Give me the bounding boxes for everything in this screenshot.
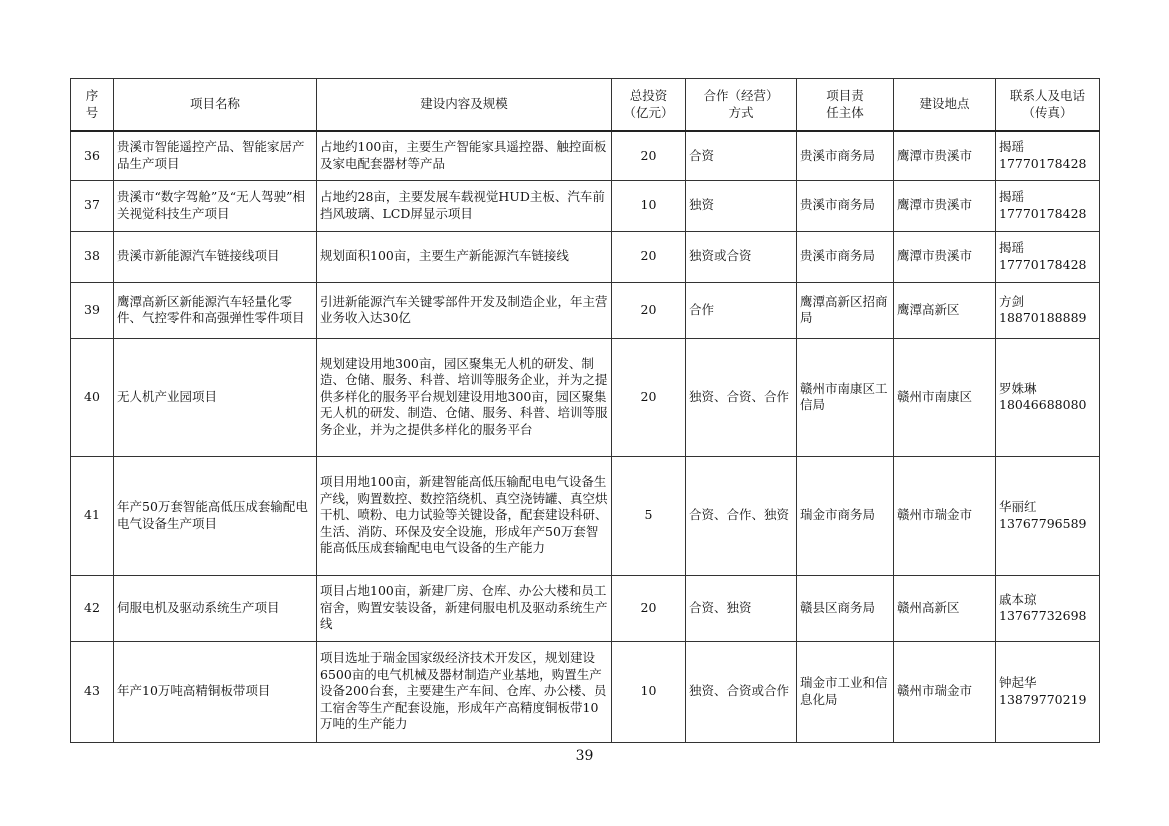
row-owner: 贵溪市商务局: [797, 131, 894, 180]
row-content: 占地约28亩，主要发展车载视觉HUD主板、汽车前挡风玻璃、LCD屏显示项目: [317, 180, 612, 231]
row-location: 鹰潭市贵溪市: [894, 131, 996, 180]
table-row: [71, 131, 1100, 180]
row-location: 鹰潭市贵溪市: [894, 231, 996, 282]
header-location: 建设地点: [894, 79, 996, 132]
row-investment: 20: [612, 575, 686, 641]
row-investment: 20: [612, 282, 686, 338]
row-mode: 合资、独资: [686, 575, 797, 641]
page-number: 39: [575, 748, 594, 764]
row-content: 项目用地100亩，新建智能高低压输配电电气设备生产线，购置数控、数控箔绕机、真空浇铸罐、真空烘干机、喷粉、电力试验等关键设备，配套建设科研、生活、消防、环保及安全设施，形成年产50万套智能高低压成套输配电电气设备的生产能力: [317, 456, 612, 575]
table-row: [71, 641, 1100, 742]
row-mode: 独资: [686, 180, 797, 231]
row-owner: 贵溪市商务局: [797, 231, 894, 282]
row-content: 项目选址于瑞金国家级经济技术开发区，规划建设6500亩的电气机械及器材制造产业基地，购置生产设备200台套，主要建生产车间、仓库、办公楼、员工宿舍等生产配套设施，形成年产高精度铜板带10万吨的生产能力: [317, 641, 612, 742]
header-project-name: 项目名称: [114, 79, 317, 132]
row-location: 赣州市瑞金市: [894, 641, 996, 742]
header-responsible-entity: 项目责 任主体: [797, 79, 894, 132]
row-no: 40: [71, 338, 114, 456]
row-location: 赣州市南康区: [894, 338, 996, 456]
row-mode: 合资: [686, 131, 797, 180]
table-row: [71, 180, 1100, 231]
row-contact: 揭瑶 17770178428: [996, 231, 1100, 282]
row-no: 43: [71, 641, 114, 742]
row-contact: 揭瑶 17770178428: [996, 180, 1100, 231]
row-no: 36: [71, 131, 114, 180]
row-project-name: 鹰潭高新区新能源汽车轻量化零件、气控零件和高强弹性零件项目: [114, 282, 317, 338]
row-no: 41: [71, 456, 114, 575]
header-content-scale: 建设内容及规模: [317, 79, 612, 132]
row-content: 规划面积100亩，主要生产新能源汽车链接线: [317, 231, 612, 282]
header-row: [71, 79, 1100, 132]
row-investment: 20: [612, 231, 686, 282]
row-mode: 独资、合资、合作: [686, 338, 797, 456]
row-investment: 10: [612, 641, 686, 742]
row-project-name: 伺服电机及驱动系统生产项目: [114, 575, 317, 641]
row-owner: 瑞金市商务局: [797, 456, 894, 575]
table-row: [71, 338, 1100, 456]
row-no: 37: [71, 180, 114, 231]
row-project-name: 年产10万吨高精铜板带项目: [114, 641, 317, 742]
row-location: 赣州市瑞金市: [894, 456, 996, 575]
row-no: 42: [71, 575, 114, 641]
row-investment: 5: [612, 456, 686, 575]
row-mode: 独资、合资或合作: [686, 641, 797, 742]
row-investment: 20: [612, 131, 686, 180]
project-table: [70, 78, 1100, 743]
row-contact: 揭瑶 17770178428: [996, 131, 1100, 180]
row-location: 鹰潭市贵溪市: [894, 180, 996, 231]
row-owner: 赣州市南康区工信局: [797, 338, 894, 456]
header-no: 序 号: [71, 79, 114, 132]
row-content: 占地约100亩，主要生产智能家具遥控器、触控面板及家电配套器材等产品: [317, 131, 612, 180]
header-investment: 总投资 （亿元）: [612, 79, 686, 132]
row-investment: 20: [612, 338, 686, 456]
row-location: 鹰潭高新区: [894, 282, 996, 338]
row-content: 项目占地100亩，新建厂房、仓库、办公大楼和员工宿舍，购置安装设备，新建伺服电机及驱动系统生产线: [317, 575, 612, 641]
table-row: [71, 282, 1100, 338]
header-cooperation-mode: 合作（经营） 方式: [686, 79, 797, 132]
row-owner: 赣县区商务局: [797, 575, 894, 641]
table-row: [71, 231, 1100, 282]
row-no: 38: [71, 231, 114, 282]
row-location: 赣州高新区: [894, 575, 996, 641]
row-mode: 合作: [686, 282, 797, 338]
table-row: [71, 456, 1100, 575]
row-mode: 独资或合资: [686, 231, 797, 282]
row-project-name: 贵溪市智能遥控产品、智能家居产品生产项目: [114, 131, 317, 180]
row-project-name: 无人机产业园项目: [114, 338, 317, 456]
row-contact: 方剑 18870188889: [996, 282, 1100, 338]
table-row: [71, 575, 1100, 641]
row-owner: 贵溪市商务局: [797, 180, 894, 231]
row-project-name: 年产50万套智能高低压成套输配电电气设备生产项目: [114, 456, 317, 575]
row-owner: 鹰潭高新区招商局: [797, 282, 894, 338]
row-project-name: 贵溪市“数字驾舱”及“无人驾驶”相关视觉科技生产项目: [114, 180, 317, 231]
row-contact: 钟起华 13879770219: [996, 641, 1100, 742]
row-contact: 戚本琼 13767732698: [996, 575, 1100, 641]
row-contact: 华丽红 13767796589: [996, 456, 1100, 575]
header-contact: 联系人及电话 （传真）: [996, 79, 1100, 132]
row-content: 规划建设用地300亩，园区聚集无人机的研发、制造、仓储、服务、科普、培训等服务企业，并为之提供多样化的服务平台规划建设用地300亩，园区聚集无人机的研发、制造、仓储、服务、科普、培训等服务企业，并为之提供多样化的服务平台: [317, 338, 612, 456]
row-owner: 瑞金市工业和信息化局: [797, 641, 894, 742]
row-content: 引进新能源汽车关键零部件开发及制造企业，年主营业务收入达30亿: [317, 282, 612, 338]
row-investment: 10: [612, 180, 686, 231]
row-mode: 合资、合作、独资: [686, 456, 797, 575]
row-contact: 罗姝琳 18046688080: [996, 338, 1100, 456]
row-no: 39: [71, 282, 114, 338]
row-project-name: 贵溪市新能源汽车链接线项目: [114, 231, 317, 282]
